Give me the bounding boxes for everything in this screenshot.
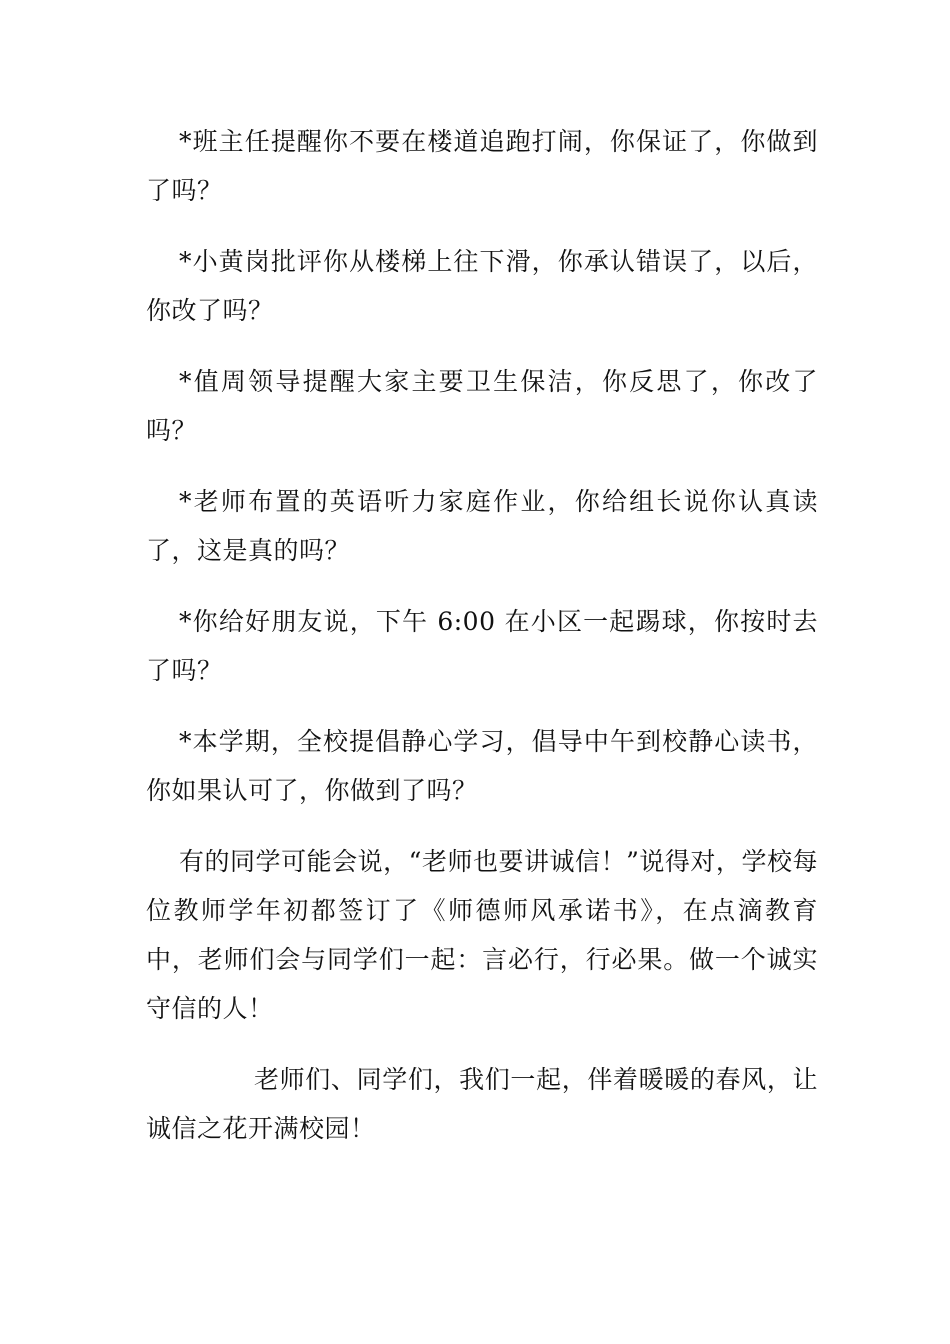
paragraph-closing: 老师们、同学们，我们一起，伴着暖暖的春风，让诚信之花开满校园！: [146, 1065, 818, 1143]
paragraph-item: *老师布置的英语听力家庭作业，你给组长说你认真读了，这是真的吗？: [146, 487, 818, 565]
paragraph-item: *值周领导提醒大家主要卫生保洁，你反思了，你改了吗？: [146, 367, 818, 445]
paragraph-item: *小黄岗批评你从楼梯上往下滑，你承认错误了，以后，你改了吗？: [146, 247, 818, 325]
paragraph-item: *班主任提醒你不要在楼道追跑打闹，你保证了，你做到了吗？: [146, 127, 818, 205]
paragraph-integrity-teachers: 有的同学可能会说，“老师也要讲诚信！”说得对，学校每位教师学年初都签订了《师德师风承诺书》，在点滴教育中，老师们会与同学们一起：言必行，行必果。做一个诚实守信的人！: [146, 847, 818, 1023]
document-body: [146, 117, 818, 1175]
paragraph-item: *你给好朋友说，下午 6:00 在小区一起踢球，你按时去了吗？: [146, 607, 818, 685]
paragraph-item: *本学期，全校提倡静心学习，倡导中午到校静心读书，你如果认可了，你做到了吗？: [146, 727, 818, 805]
